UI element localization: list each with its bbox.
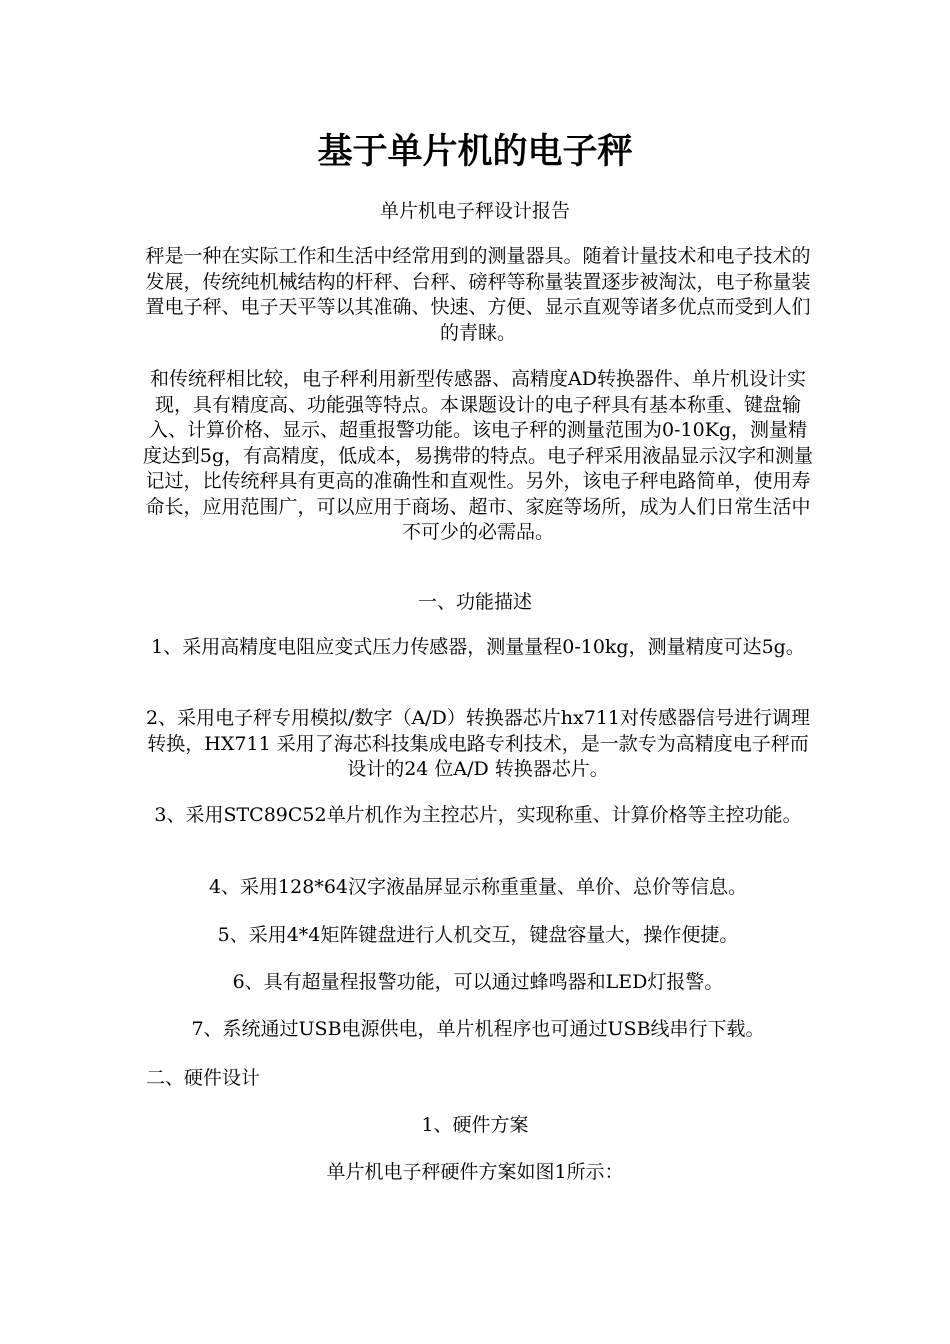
- document-title: 基于单片机的电子秤: [317, 131, 633, 172]
- intro-paragraph-2: 和传统秤相比较，电子秤利用新型传感器、高精度AD转换器件、单片机设计实现，具有精度高、功能强等特点。本课题设计的电子秤具有基本称重、键盘输入、计算价格、显示、超重报警功能。该电子秤的测量范围为0-10Kg，测量精度达到5g，有高精度，低成本，易携带的特点。电子秤采用液晶显示汉字和测量记过，比传统秤具有更高的准确性和直观性。另外，该电子秤电路简单，使用寿命长，应用范围广，可以应用于商场、超市、家庭等场所，成为人们日常生活中不可少的必需品。: [142, 368, 814, 543]
- figure-reference-text: 单片机电子秤硬件方案如图1所示：: [326, 1161, 624, 1183]
- section-heading-functions: 一、功能描述: [417, 591, 532, 613]
- section-heading-hardware: 二、硬件设计: [146, 1067, 261, 1089]
- feature-item-5: 5、采用4*4矩阵键盘进行人机交互，键盘容量大，操作便捷。: [217, 924, 739, 946]
- feature-item-6: 6、具有超量程报警功能，可以通过蜂鸣器和LED灯报警。: [232, 971, 724, 993]
- intro-paragraph-1: 秤是一种在实际工作和生活中经常用到的测量器具。随着计量技术和电子技术的发展，传统纯机械结构的杆秤、台秤、磅秤等称量装置逐步被淘汰，电子称量装置电子秤、电子天平等以其准确、快速、方便、显示直观等诸多优点而受到人们的青睐。: [145, 245, 811, 344]
- feature-item-3: 3、采用STC89C52单片机作为主控芯片，实现称重、计算价格等主控功能。: [154, 804, 802, 826]
- subsection-heading-hardware-plan: 1、硬件方案: [421, 1114, 529, 1136]
- feature-item-7: 7、系统通过USB电源供电，单片机程序也可通过USB线串行下载。: [191, 1018, 765, 1040]
- feature-item-4: 4、采用128*64汉字液晶屏显示称重重量、单价、总价等信息。: [208, 876, 748, 898]
- feature-item-2: 2、采用电子秤专用模拟/数字（A/D）转换器芯片hx711对传感器信号进行调理转换，HX711 采用了海芯科技集成电路专利技术，是一款专为高精度电子秤而设计的24 位A/D 转换器芯片。: [145, 707, 811, 780]
- document-subtitle: 单片机电子秤设计报告: [379, 200, 570, 222]
- feature-item-1: 1、采用高精度电阻应变式压力传感器，测量量程0-10kg，测量精度可达5g。: [151, 636, 805, 658]
